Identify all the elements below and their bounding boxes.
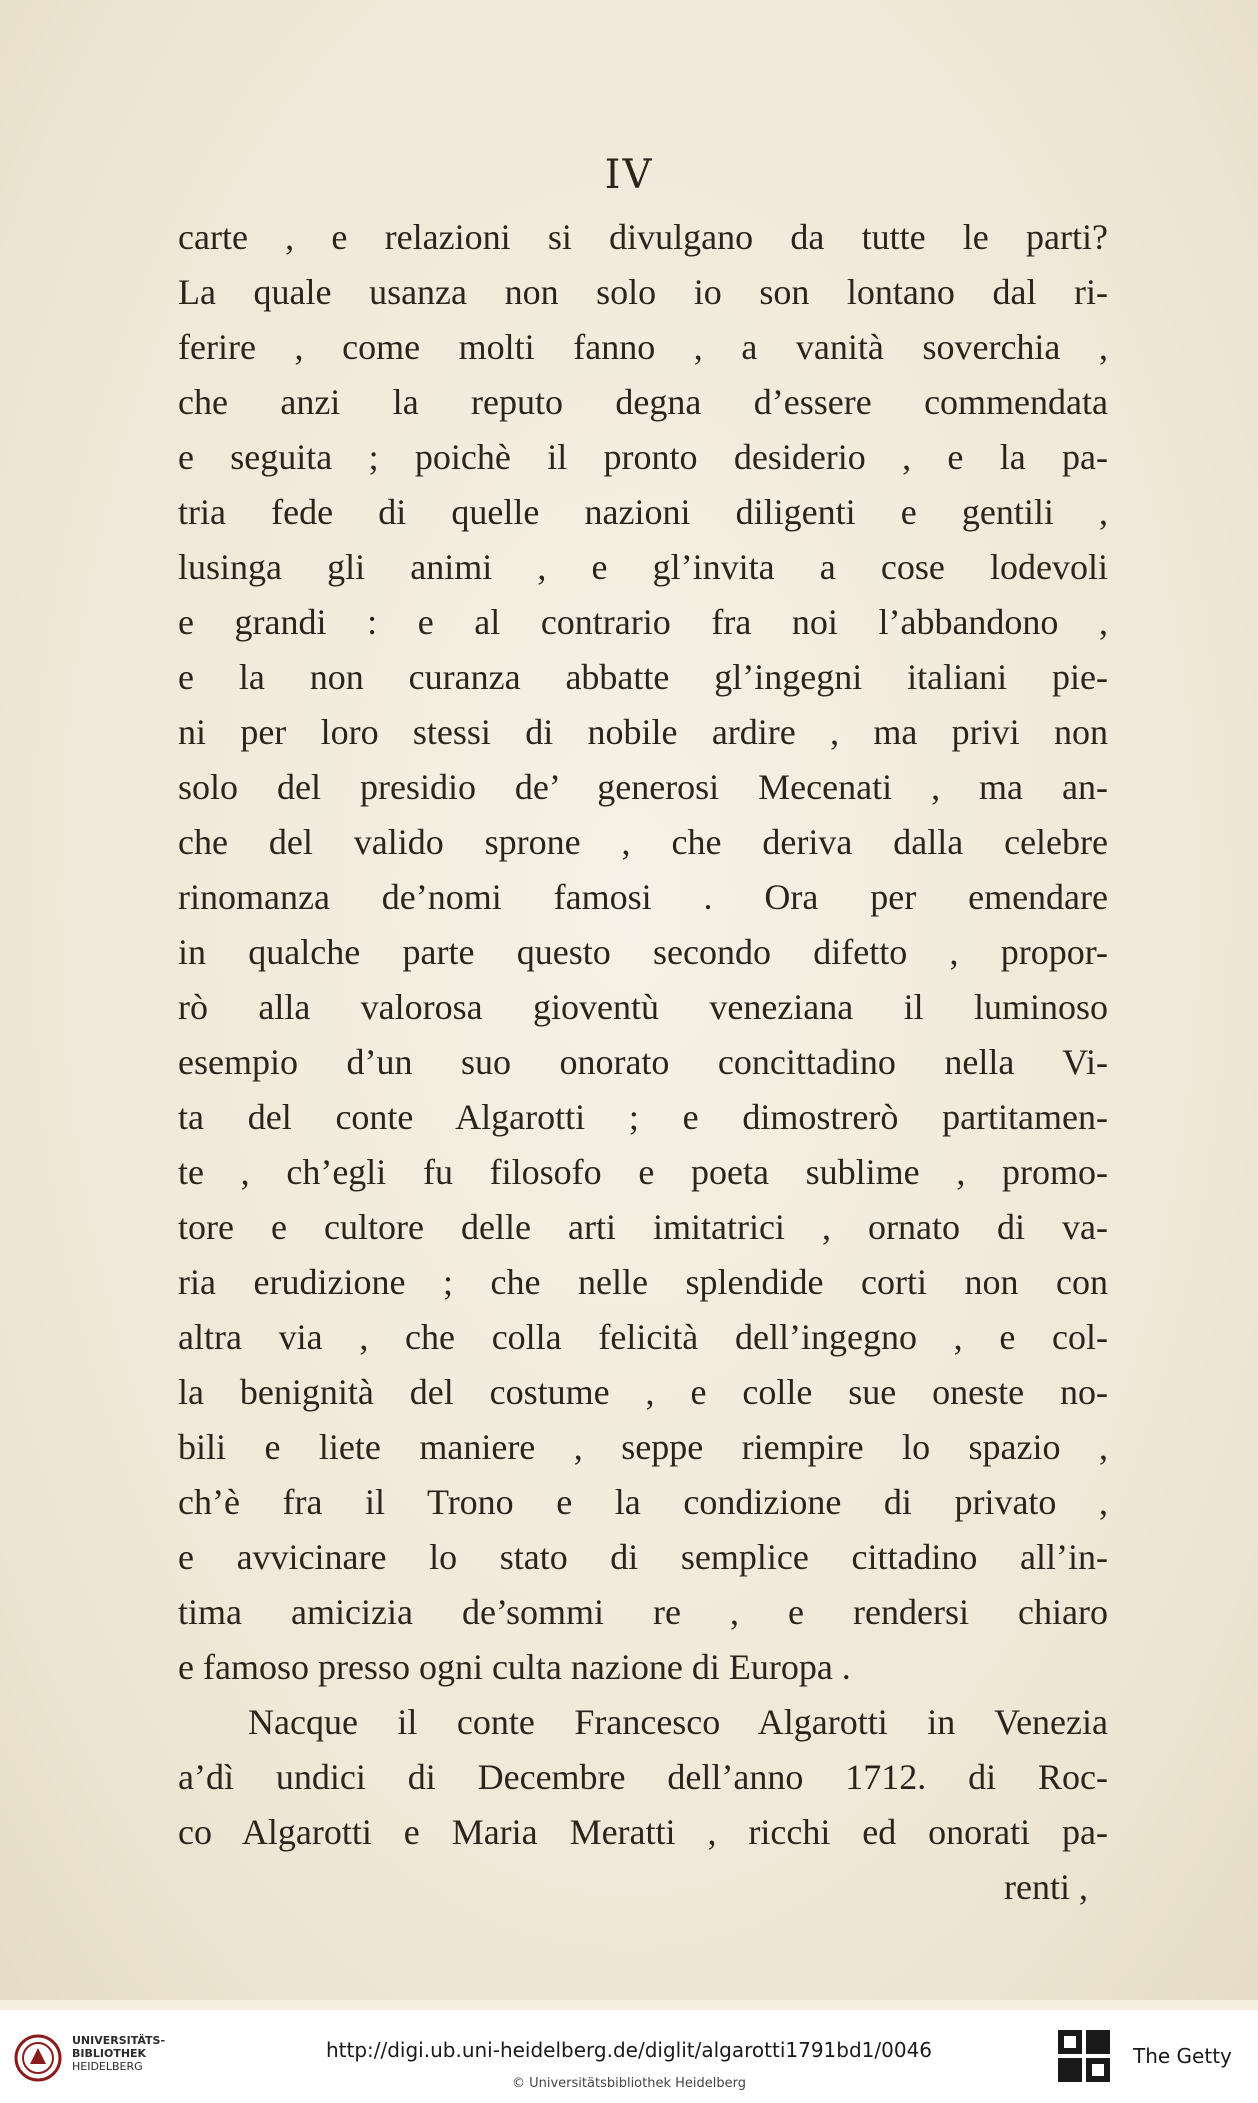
text-line: ta del conte Algarotti ; e dimostrerò partitamen- [178,1097,1108,1137]
text-line: carte , e relazioni si divulgano da tutte le parti? [178,217,1108,257]
text-line: solo del presidio de’ generosi Mecenati , ma an- [178,767,1108,807]
text-line: e grandi : e al contrario fra noi l’abbandono , [178,602,1108,642]
text-line: tria fede di quelle nazioni diligenti e gentili , [178,492,1108,532]
text-line: ria erudizione ; che nelle splendide corti non con [178,1262,1108,1302]
text-line: rinomanza de’nomi famosi . Ora per emendare [178,877,1108,917]
getty-logo-icon [1058,2030,1110,2086]
text-line: ferire , come molti fanno , a vanità soverchia , [178,327,1108,367]
getty-name: The Getty [1133,2044,1232,2068]
viewer-footer [0,2010,1258,2103]
text-line: La quale usanza non solo io son lontano dal ri- [178,272,1108,312]
catchword: renti , [1004,1867,1088,1907]
library-name-line: BIBLIOTHEK [72,2047,147,2060]
body-text [178,210,1108,1915]
copyright-notice: © Universitätsbibliothek Heidelberg [511,2076,746,2091]
permalink-url[interactable]: http://digi.ub.uni-heidelberg.de/diglit/algarotti1791bd1/0046 [325,2038,933,2062]
library-name-line: HEIDELBERG [72,2060,143,2073]
text-line: e avvicinare lo stato di semplice cittadino all’in- [178,1537,1108,1577]
text-line: in qualche parte questo secondo difetto , propor- [178,932,1108,972]
text-line: tima amicizia de’sommi re , e rendersi chiaro [178,1592,1108,1632]
text-line: ch’è fra il Trono e la condizione di privato , [178,1482,1108,1522]
text-line: e seguita ; poichè il pronto desiderio , e la pa- [178,437,1108,477]
text-line: altra via , che colla felicità dell’ingegno , e col- [178,1317,1108,1357]
library-name-line: UNIVERSITÄTS- [72,2034,166,2047]
page-header-numeral: IV [604,152,654,198]
text-line: la benignità del costume , e colle sue oneste no- [178,1372,1108,1412]
text-line: co Algarotti e Maria Meratti , ricchi ed onorati pa- [178,1812,1108,1852]
text-line: che anzi la reputo degna d’essere commendata [178,382,1108,422]
text-line: a’dì undici di Decembre dell’anno 1712. di Roc- [178,1757,1108,1797]
text-line: ni per loro stessi di nobile ardire , ma privi non [178,712,1108,752]
text-line: rò alla valorosa gioventù veneziana il luminoso [178,987,1108,1027]
text-line: te , ch’egli fu filosofo e poeta sublime , promo- [178,1152,1108,1192]
text-line: che del valido sprone , che deriva dalla celebre [178,822,1108,862]
text-line: tore e cultore delle arti imitatrici , ornato di va- [178,1207,1108,1247]
text-line: lusinga gli animi , e gl’invita a cose lodevoli [178,547,1108,587]
text-line: e la non curanza abbatte gl’ingegni italiani pie- [178,657,1108,697]
text-line: bili e liete maniere , seppe riempire lo spazio , [178,1427,1108,1467]
text-line: esempio d’un suo onorato concittadino nella Vi- [178,1042,1108,1082]
text-line: e famoso presso ogni culta nazione di Europa . [178,1647,851,1687]
text-line: Nacque il conte Francesco Algarotti in Venezia [248,1702,1108,1742]
